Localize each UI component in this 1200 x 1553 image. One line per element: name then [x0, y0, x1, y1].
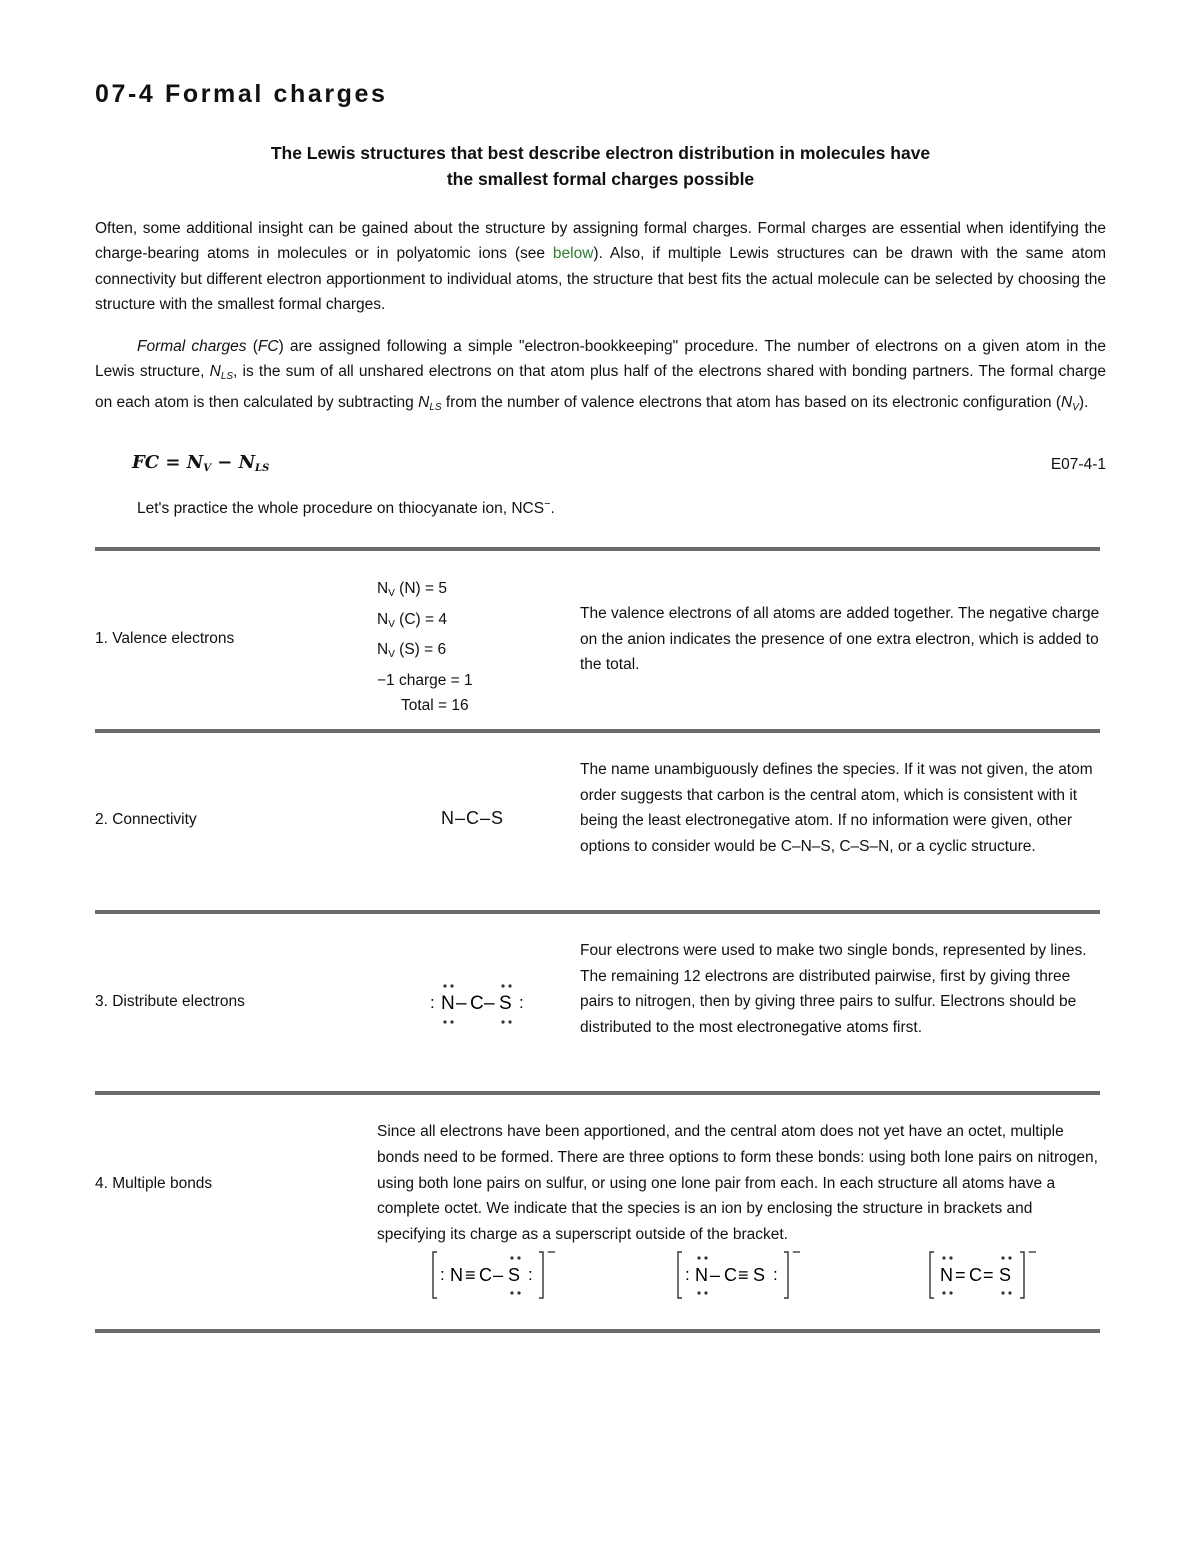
distributed-electrons-structure — [425, 975, 535, 1030]
formal-charge-equation: FC = $N_V - N_{LS}$ — [132, 452, 270, 474]
atom-n: N — [441, 993, 455, 1014]
term-formal-charges: Formal charges — [137, 338, 247, 355]
intro-text-1: Often, some additional insight can be gained about the structure by assigning formal charges. Formal charges are essential when identifying the charge-bearing atoms in molecules or in polyatomic ions (see — [95, 220, 1106, 263]
svg-text:=: = — [955, 1265, 966, 1285]
table-rule-1 — [95, 729, 1100, 733]
step-3-description: Four electrons were used to make two single bonds, represented by lines. The remaining 12 electrons are distributed pairwise, first by giving three pairs to nitrogen, then by giving three pairs to sulfur. Electrons should be distributed to the most electronegative atoms first. — [580, 942, 1087, 1036]
bond-cs: – — [484, 993, 495, 1014]
page-title: 07-4 Formal charges — [95, 80, 388, 108]
svg-text:C: C — [969, 1265, 982, 1285]
svg-text:–: – — [493, 1265, 504, 1285]
total-line: Total = 16 — [401, 697, 469, 714]
svg-text::: : — [440, 1265, 445, 1284]
fc-text-3: , is the sum of all unshared electrons on that atom plus half of the electrons shared with bonding partners. The formal charge on each atom is then calculated by subtracting — [95, 363, 1106, 411]
svg-text:C: C — [724, 1265, 737, 1285]
nls-symbol-2: $N_{LS}$ — [418, 393, 442, 413]
subtitle-line-2: the smallest formal charges possible — [446, 168, 755, 189]
step-2-description: The name unambiguously defines the species. If it was not given, the atom order suggests that carbon is the central atom, which is consistent with it being the least electronegative atom. If no information were given, other options to consider would be C–N–S, C–S–N, or a cyclic structure. — [580, 761, 1093, 855]
section-subtitle — [95, 141, 1106, 192]
svg-text:–: – — [710, 1265, 721, 1285]
svg-text:≡: ≡ — [738, 1265, 749, 1285]
charge-line: −1 charge = 1 — [377, 671, 473, 689]
svg-text::: : — [528, 1265, 533, 1284]
atom-s: S — [499, 993, 512, 1014]
subtitle-line-1: The Lewis structures that best describe electron distribution in molecules have — [270, 143, 931, 163]
fc-abbrev: FC — [257, 338, 279, 355]
svg-text:C: C — [479, 1265, 492, 1285]
fc-text-2: ) are assigned following a simple "electron-bookkeeping" procedure. The number of electrons on a given atom in the Lewis structure, — [95, 338, 1106, 381]
nls-symbol: $N_{LS}$ — [209, 363, 234, 383]
step-1-description: The valence electrons of all atoms are added together. The negative charge on the anion indicates the presence of one extra electron, which is added to the total. — [580, 605, 1100, 673]
fc-text-1: ( — [246, 338, 258, 355]
intro-paragraph — [95, 216, 1106, 317]
nv-symbol: $N_V$ — [1061, 393, 1079, 413]
valence-line-c: $N_V$ (C) = 4 — [377, 610, 447, 630]
resonance-structure-1 — [428, 1246, 568, 1306]
svg-text:S: S — [753, 1265, 766, 1285]
table-rule-2 — [95, 910, 1100, 914]
lone-pair-right: : — [519, 993, 524, 1012]
svg-text:S: S — [508, 1265, 521, 1285]
svg-text:−: − — [1028, 1246, 1037, 1261]
resonance-structure-2 — [673, 1246, 813, 1306]
table-rule-3 — [95, 1091, 1100, 1095]
table-rule-top — [95, 547, 1100, 551]
step-1-label: 1. Valence electrons — [95, 630, 235, 647]
svg-text:S: S — [999, 1265, 1012, 1285]
equation-number: E07-4-1 — [1050, 456, 1106, 473]
svg-text:N: N — [695, 1265, 708, 1285]
step-4-description: Since all electrons have been apportioned, and the central atom does not yet have an octet, multiple bonds need to be formed. There are three options to form these bonds: using both lone pairs on nitrogen, using both lone pairs on sulfur, or using one lone pair from each. In each structure all atoms have a complete octet. We indicate that the species is an ion by enclosing the structure in brackets and specifying its charge as a superscript outside of the bracket. — [377, 1123, 1098, 1244]
svg-text::: : — [685, 1265, 690, 1284]
intro-text-2: ). Also, if multiple Lewis structures can be drawn with the same atom connectivity but different electron apportionment to individual atoms, the structure that best fits the actual molecule can be selected by choosing the structure with the smallest formal charges. — [95, 245, 1106, 313]
fc-text-4: from the number of valence electrons that atom has based on its electronic configuration ( — [441, 393, 1062, 411]
fc-text-5: ). — [1078, 393, 1089, 411]
connectivity-structure: N–C–S — [441, 808, 505, 828]
svg-text::: : — [773, 1265, 778, 1284]
atom-c: C — [470, 993, 484, 1014]
lone-pair-left: : — [430, 993, 435, 1012]
svg-text:−: − — [547, 1246, 556, 1261]
svg-text:−: − — [792, 1246, 801, 1261]
valence-line-n: $N_V$ (N) = 5 — [377, 580, 447, 599]
svg-text:=: = — [983, 1265, 994, 1285]
svg-text:N: N — [940, 1265, 953, 1285]
valence-electron-tally — [377, 576, 473, 719]
step-2-label: 2. Connectivity — [95, 811, 197, 828]
valence-line-s: $N_V$ (S) = 6 — [377, 641, 447, 660]
table-rule-bottom — [95, 1329, 1100, 1333]
resonance-structure-3 — [925, 1246, 1055, 1306]
svg-text:N: N — [450, 1265, 463, 1285]
practice-intro: Let's practice the whole procedure on thiocyanate ion, NCS−. — [137, 498, 555, 518]
formal-charge-paragraph — [95, 334, 1106, 420]
step-4-label: 4. Multiple bonds — [95, 1175, 213, 1192]
below-link[interactable]: below — [552, 245, 594, 263]
step-3-label: 3. Distribute electrons — [95, 993, 245, 1010]
svg-text:≡: ≡ — [465, 1265, 476, 1285]
bond-nc: – — [456, 993, 467, 1014]
